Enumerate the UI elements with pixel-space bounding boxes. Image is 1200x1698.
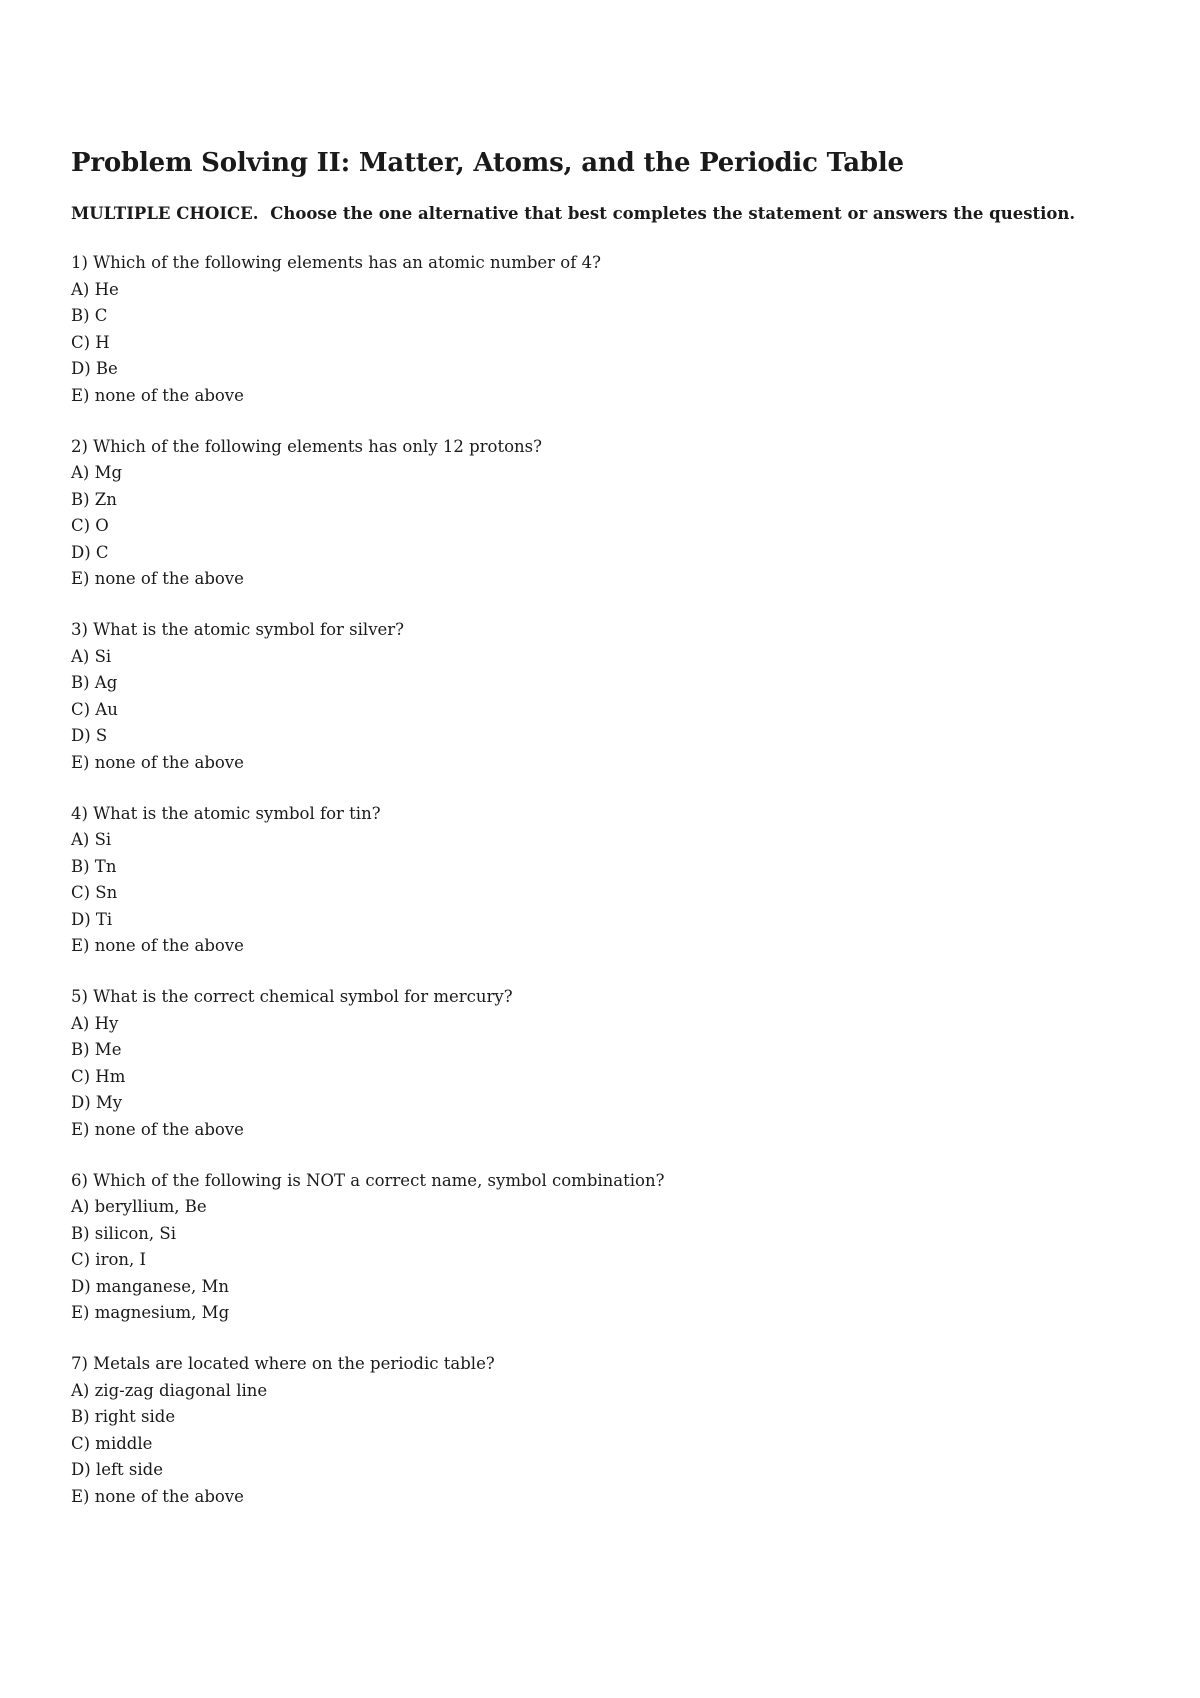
question-7 [71,1351,1151,1510]
document-page [71,146,1151,1535]
choice-a: A) Si [71,646,112,666]
choice-a: A) Hy [71,1013,119,1033]
choice-e: E) none of the above [71,936,244,955]
question-text: 6) Which of the following is NOT a correct name, symbol combination? [71,1170,665,1190]
choice-d: D) left side [71,1460,164,1479]
question-3 [71,617,1151,776]
question-6 [71,1168,1151,1327]
choice-b: B) C [71,306,108,325]
instructions [71,202,1151,226]
choice-list [71,1194,1151,1327]
choice-a: A) Mg [71,463,123,482]
question-text: 5) What is the correct chemical symbol for mercury? [71,987,513,1006]
choice-a: A) beryllium, Be [71,1197,207,1216]
question-5 [71,984,1151,1143]
question-text: 3) What is the atomic symbol for silver? [71,620,405,639]
question-2 [71,434,1151,593]
choice-list [71,277,1151,410]
choice-a: A) zig-zag diagonal line [71,1380,268,1400]
choice-list [71,1378,1151,1511]
question-1 [71,250,1151,409]
instructions-lead: MULTIPLE CHOICE. [71,204,259,223]
question-text: 4) What is the atomic symbol for tin? [71,803,381,823]
choice-e: E) magnesium, Mg [71,1303,230,1322]
choice-d: D) My [71,1093,123,1112]
choice-b: B) Zn [71,489,117,509]
instructions-text: Choose the one alternative that best completes the statement or answers the question. [270,204,1076,223]
question-text: 1) Which of the following elements has an atomic number of 4? [71,253,601,272]
choice-e: E) none of the above [71,385,244,405]
question-list [71,250,1151,1510]
choice-c: C) Hm [71,1066,126,1086]
choice-list [71,1011,1151,1144]
choice-b: B) Me [71,1040,122,1059]
choice-c: C) Sn [71,883,118,902]
choice-e: E) none of the above [71,569,244,588]
choice-e: E) none of the above [71,752,244,772]
choice-list [71,644,1151,777]
choice-d: D) C [71,542,109,562]
choice-list [71,827,1151,960]
choice-list [71,460,1151,593]
choice-d: D) Ti [71,909,113,929]
question-text: 7) Metals are located where on the periodic table? [71,1354,495,1373]
choice-c: C) middle [71,1433,153,1453]
choice-c: C) O [71,516,109,535]
choice-c: C) iron, I [71,1250,147,1269]
choice-a: A) Si [71,830,112,849]
choice-c: C) H [71,332,110,352]
choice-d: D) manganese, Mn [71,1276,230,1296]
choice-a: A) He [71,279,119,299]
question-4 [71,801,1151,960]
choice-b: B) right side [71,1407,176,1426]
choice-b: B) Ag [71,673,118,692]
choice-b: B) Tn [71,856,117,876]
choice-d: D) Be [71,359,118,378]
choice-d: D) S [71,726,108,745]
question-text: 2) Which of the following elements has only 12 protons? [71,436,542,456]
page-title: Problem Solving II: Matter, Atoms, and the Periodic Table [71,148,904,178]
choice-e: E) none of the above [71,1486,244,1506]
choice-e: E) none of the above [71,1119,244,1139]
choice-c: C) Au [71,699,118,719]
choice-b: B) silicon, Si [71,1223,176,1243]
